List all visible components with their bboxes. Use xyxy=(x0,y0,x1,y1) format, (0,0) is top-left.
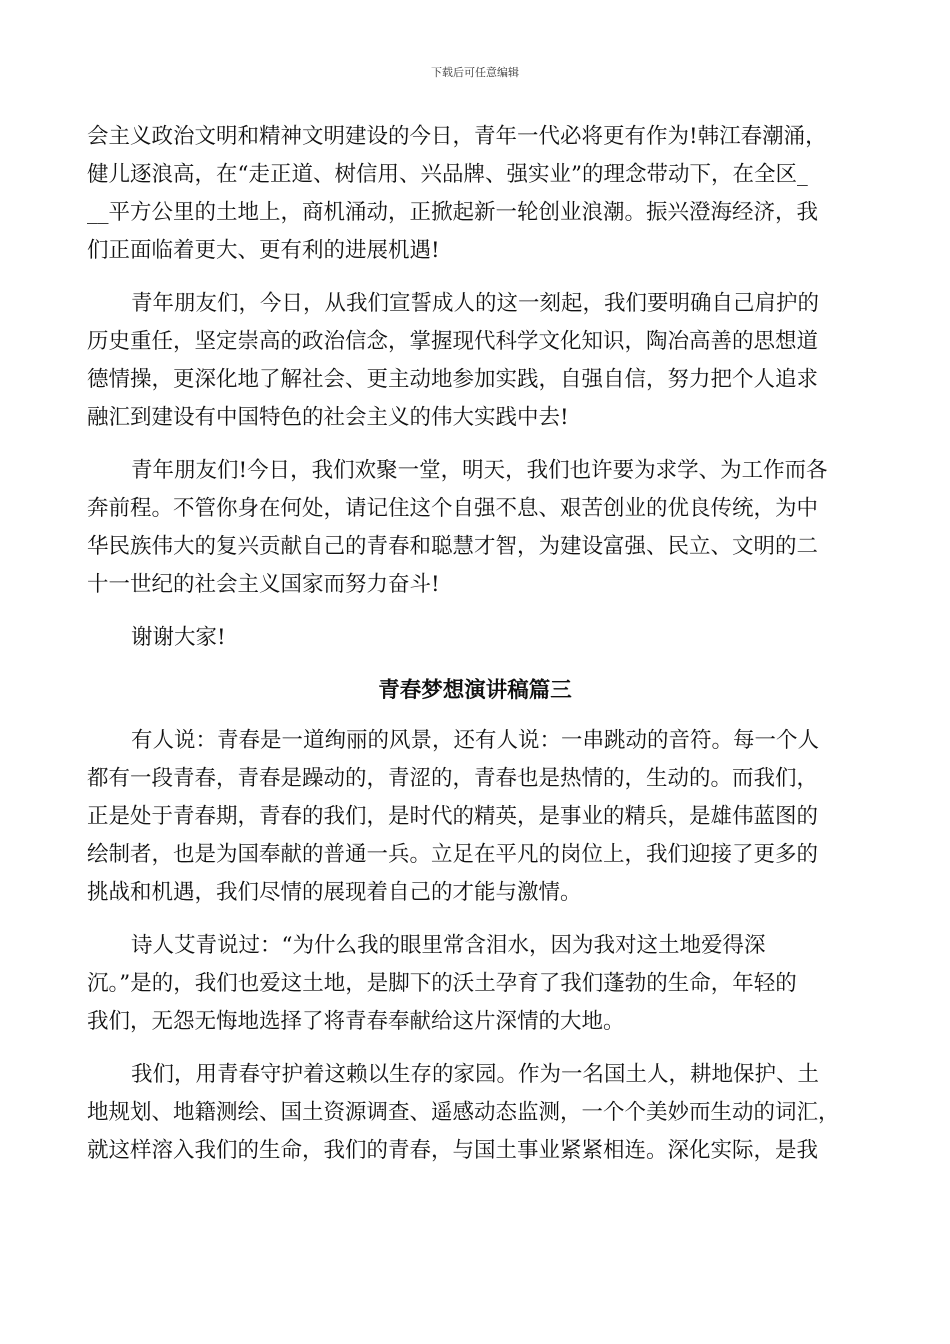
paragraph-6 xyxy=(87,927,863,1041)
text-line: 十一世纪的社会主义国家而努力奋斗! xyxy=(87,572,440,597)
text-line: 都有一段青春，青春是躁动的，青涩的，青春也是热情的，生动的。而我们， xyxy=(87,766,819,791)
paragraph-2 xyxy=(87,285,863,437)
text-line: 就这样溶入我们的生命，我们的青春，与国土事业紧紧相连。深化实际，是我 xyxy=(87,1138,819,1163)
text-line: 华民族伟大的复兴贡献自己的青春和聪慧才智，为建设富强、民立、文明的二 xyxy=(87,534,819,559)
text-line: 奔前程。不管你身在何处，请记住这个自强不息、艰苦创业的优良传统，为中 xyxy=(87,496,819,521)
paragraph-3 xyxy=(87,452,863,604)
text-line: 历史重任，坚定崇高的政治信念，掌握现代科学文化知识，陶冶高善的思想道 xyxy=(87,329,819,354)
paragraph-4 xyxy=(87,619,863,657)
text-line: 我们，无怨无悔地选择了将青春奉献给这片深情的大地。 xyxy=(87,1009,625,1034)
text-line: 青年朋友们，今日，从我们宣誓成人的这一刻起，我们要明确自己肩护的 xyxy=(131,291,820,316)
text-line: 德情操，更深化地了解社会、更主动地参加实践，自强自信，努力把个人追求 xyxy=(87,367,819,392)
page-header: 下载后可任意编辑 xyxy=(431,66,519,79)
text-line: __平方公里的土地上，商机涌动，正掀起新一轮创业浪潮。振兴澄海经济，我 xyxy=(87,200,819,225)
document-body xyxy=(87,118,863,1185)
text-line: 我们，用青春守护着这赖以生存的家园。作为一名国土人，耕地保护、土 xyxy=(131,1062,820,1087)
text-line: 谢谢大家! xyxy=(131,625,226,650)
text-line: 会主义政治文明和精神文明建设的今日，青年一代必将更有作为!韩江春潮涌， xyxy=(87,124,827,149)
paragraph-1 xyxy=(87,118,863,270)
text-line: 挑战和机遇，我们尽情的展现着自己的才能与激情。 xyxy=(87,880,582,905)
text-line: 沉。”是的，我们也爱这土地，是脚下的沃土孕育了我们蓬勃的生命，年轻的 xyxy=(87,971,797,996)
text-line: 健儿逐浪高，在“走正道、树信用、兴品牌、强实业”的理念带动下，在全区_ xyxy=(87,162,808,187)
paragraph-7 xyxy=(87,1056,863,1170)
text-line: 诗人艾青说过：“为什么我的眼里常含泪水，因为我对这土地爱得深 xyxy=(131,933,766,958)
text-line: 融汇到建设有中国特色的社会主义的伟大实践中去! xyxy=(87,405,569,430)
text-line: 正是处于青春期，青春的我们，是时代的精英，是事业的精兵，是雄伟蓝图的 xyxy=(87,804,819,829)
text-line: 绘制者，也是为国奉献的普通一兵。立足在平凡的岗位上，我们迎接了更多的 xyxy=(87,842,819,867)
section-title: 青春梦想演讲稿篇三 xyxy=(378,678,572,703)
paragraph-5 xyxy=(87,722,863,912)
text-line: 有人说：青春是一道绚丽的风景，还有人说：一串跳动的音符。每一个人 xyxy=(131,728,820,753)
text-line: 地规划、地籍测绘、国土资源调查、遥感动态监测，一个个美妙而生动的词汇， xyxy=(87,1100,840,1125)
text-line: 青年朋友们!今日，我们欢聚一堂，明天，我们也许要为求学、为工作而各 xyxy=(131,458,828,483)
text-line: 们正面临着更大、更有利的进展机遇! xyxy=(87,238,440,263)
